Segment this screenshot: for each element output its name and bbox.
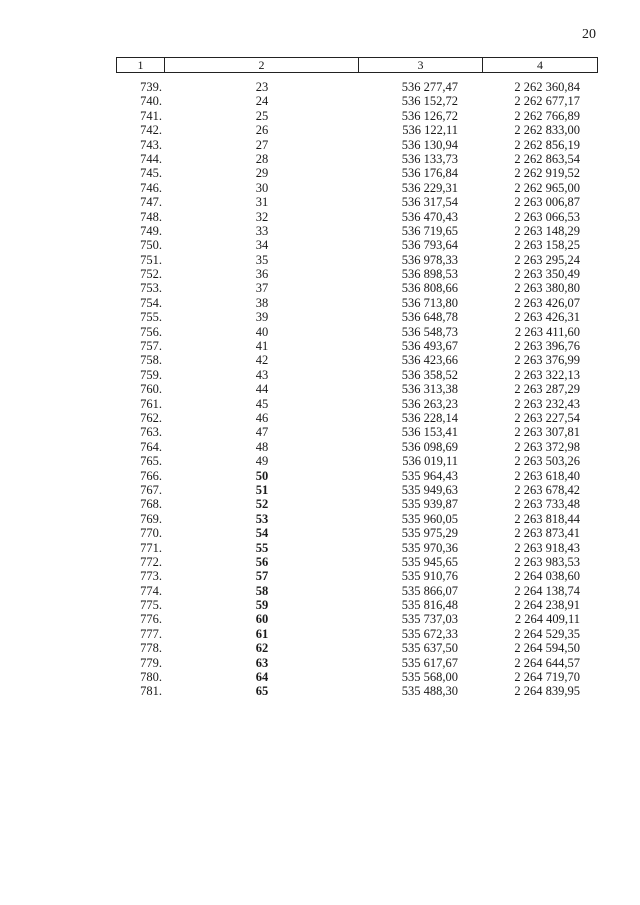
x-coordinate: 536 978,33 — [401, 252, 458, 267]
x-coordinate: 535 910,76 — [401, 569, 458, 584]
point-number: 28 — [255, 151, 269, 166]
y-coordinate: 2 263 227,54 — [514, 410, 580, 425]
y-coordinate: 2 263 322,13 — [514, 367, 580, 382]
table-row — [116, 325, 598, 339]
y-coordinate: 2 263 350,49 — [514, 267, 580, 282]
point-number: 32 — [255, 209, 269, 224]
table-row — [116, 238, 598, 252]
row-number: 746. — [140, 180, 162, 195]
point-number: 43 — [255, 367, 269, 382]
x-coordinate: 536 176,84 — [401, 166, 458, 181]
y-coordinate: 2 262 919,52 — [514, 166, 580, 181]
table-row — [116, 224, 598, 238]
point-number: 31 — [255, 195, 269, 210]
row-number: 760. — [140, 382, 162, 397]
table-row — [116, 656, 598, 670]
y-coordinate: 2 264 138,74 — [514, 583, 580, 598]
table-row — [116, 469, 598, 483]
point-number: 52 — [255, 497, 269, 512]
row-number: 776. — [140, 612, 162, 627]
y-coordinate: 2 263 376,99 — [514, 353, 580, 368]
x-coordinate: 535 816,48 — [401, 598, 458, 613]
table-row — [116, 541, 598, 555]
point-number: 53 — [255, 511, 269, 526]
y-coordinate: 2 263 380,80 — [514, 281, 580, 296]
row-number: 778. — [140, 641, 162, 656]
point-number: 55 — [255, 540, 269, 555]
y-coordinate: 2 263 066,53 — [514, 209, 580, 224]
y-coordinate: 2 262 360,84 — [514, 80, 580, 94]
x-coordinate: 536 130,94 — [401, 137, 458, 152]
table-row — [116, 411, 598, 425]
row-number: 752. — [140, 267, 162, 282]
point-number: 45 — [255, 396, 269, 411]
point-number: 44 — [255, 382, 269, 397]
row-number: 757. — [140, 339, 162, 354]
y-coordinate: 2 263 503,26 — [514, 454, 580, 469]
point-number: 24 — [255, 94, 269, 109]
table-header — [116, 57, 598, 73]
table-row — [116, 612, 598, 626]
point-number: 56 — [255, 554, 269, 569]
row-number: 740. — [140, 94, 162, 109]
table-row — [116, 109, 598, 123]
point-number: 33 — [255, 223, 269, 238]
header-col-4: 4 — [537, 58, 543, 72]
y-coordinate: 2 264 644,57 — [514, 655, 580, 670]
table-row — [116, 684, 598, 698]
point-number: 38 — [255, 295, 269, 310]
row-number: 741. — [140, 108, 162, 123]
x-coordinate: 536 122,11 — [402, 123, 458, 138]
table-row — [116, 339, 598, 353]
row-number: 770. — [140, 526, 162, 541]
point-number: 39 — [255, 310, 269, 325]
y-coordinate: 2 264 238,91 — [514, 598, 580, 613]
table-row — [116, 353, 598, 367]
table-row — [116, 123, 598, 137]
table-row — [116, 181, 598, 195]
x-coordinate: 535 975,29 — [401, 526, 458, 541]
table-row — [116, 526, 598, 540]
row-number: 761. — [140, 396, 162, 411]
y-coordinate: 2 263 618,40 — [514, 468, 580, 483]
y-coordinate: 2 262 863,54 — [514, 151, 580, 166]
row-number: 748. — [140, 209, 162, 224]
table-row — [116, 310, 598, 324]
point-number: 65 — [255, 684, 269, 699]
y-coordinate: 2 263 295,24 — [514, 252, 580, 267]
y-coordinate: 2 263 287,29 — [514, 382, 580, 397]
table-row — [116, 195, 598, 209]
row-number: 768. — [140, 497, 162, 512]
y-coordinate: 2 264 529,35 — [514, 626, 580, 641]
x-coordinate: 536 313,38 — [401, 382, 458, 397]
table-row — [116, 641, 598, 655]
coordinate-table-body — [116, 80, 598, 699]
table-row — [116, 281, 598, 295]
row-number: 772. — [140, 554, 162, 569]
row-number: 774. — [140, 583, 162, 598]
y-coordinate: 2 263 426,31 — [514, 310, 580, 325]
point-number: 54 — [255, 526, 269, 541]
row-number: 755. — [140, 310, 162, 325]
point-number: 37 — [255, 281, 269, 296]
x-coordinate: 536 153,41 — [401, 425, 458, 440]
row-number: 762. — [140, 410, 162, 425]
row-number: 767. — [140, 482, 162, 497]
x-coordinate: 535 964,43 — [401, 468, 458, 483]
y-coordinate: 2 263 158,25 — [514, 238, 580, 253]
y-coordinate: 2 263 396,76 — [514, 339, 580, 354]
x-coordinate: 536 229,31 — [401, 180, 458, 195]
y-coordinate: 2 262 766,89 — [514, 108, 580, 123]
row-number: 758. — [140, 353, 162, 368]
table-row — [116, 253, 598, 267]
x-coordinate: 535 637,50 — [401, 641, 458, 656]
table-row — [116, 569, 598, 583]
table-row — [116, 555, 598, 569]
point-number: 36 — [255, 267, 269, 282]
y-coordinate: 2 262 856,19 — [514, 137, 580, 152]
row-number: 759. — [140, 367, 162, 382]
x-coordinate: 536 470,43 — [401, 209, 458, 224]
x-coordinate: 535 617,67 — [401, 655, 458, 670]
point-number: 35 — [255, 252, 269, 267]
x-coordinate: 536 126,72 — [401, 108, 458, 123]
row-number: 773. — [140, 569, 162, 584]
point-number: 50 — [255, 468, 269, 483]
row-number: 742. — [140, 123, 162, 138]
row-number: 756. — [140, 324, 162, 339]
row-number: 775. — [140, 598, 162, 613]
x-coordinate: 535 949,63 — [401, 482, 458, 497]
table-row — [116, 267, 598, 281]
row-number: 739. — [140, 80, 162, 94]
row-number: 754. — [140, 295, 162, 310]
point-number: 64 — [255, 670, 269, 685]
row-number: 745. — [140, 166, 162, 181]
point-number: 26 — [255, 123, 269, 138]
x-coordinate: 536 263,23 — [401, 396, 458, 411]
row-number: 771. — [140, 540, 162, 555]
x-coordinate: 536 648,78 — [401, 310, 458, 325]
table-row — [116, 94, 598, 108]
row-number: 750. — [140, 238, 162, 253]
x-coordinate: 535 945,65 — [401, 554, 458, 569]
x-coordinate: 536 019,11 — [402, 454, 458, 469]
x-coordinate: 535 488,30 — [401, 684, 458, 699]
point-number: 23 — [255, 80, 269, 94]
x-coordinate: 535 960,05 — [401, 511, 458, 526]
y-coordinate: 2 263 983,53 — [514, 554, 580, 569]
point-number: 58 — [255, 583, 269, 598]
point-number: 25 — [255, 108, 269, 123]
y-coordinate: 2 263 307,81 — [514, 425, 580, 440]
y-coordinate: 2 262 833,00 — [514, 123, 580, 138]
header-col-3: 3 — [359, 58, 483, 72]
table-row — [116, 483, 598, 497]
table-row — [116, 210, 598, 224]
point-number: 63 — [255, 655, 269, 670]
x-coordinate: 535 939,87 — [401, 497, 458, 512]
y-coordinate: 2 263 006,87 — [514, 195, 580, 210]
x-coordinate: 536 898,53 — [401, 267, 458, 282]
table-row — [116, 368, 598, 382]
row-number: 749. — [140, 223, 162, 238]
table-row — [116, 584, 598, 598]
point-number: 59 — [255, 598, 269, 613]
x-coordinate: 536 152,72 — [401, 94, 458, 109]
row-number: 747. — [140, 195, 162, 210]
y-coordinate: 2 263 372,98 — [514, 439, 580, 454]
y-coordinate: 2 263 411,60 — [514, 324, 580, 339]
point-number: 29 — [255, 166, 269, 181]
table-row — [116, 152, 598, 166]
x-coordinate: 536 808,66 — [401, 281, 458, 296]
x-coordinate: 536 719,65 — [401, 223, 458, 238]
table-row — [116, 382, 598, 396]
row-number: 780. — [140, 670, 162, 685]
y-coordinate: 2 264 409,11 — [514, 612, 580, 627]
row-number: 763. — [140, 425, 162, 440]
point-number: 49 — [255, 454, 269, 469]
table-row — [116, 166, 598, 180]
table-row — [116, 627, 598, 641]
row-number: 777. — [140, 626, 162, 641]
header-col-2: 2 — [165, 58, 359, 72]
page-number: 20 — [582, 27, 596, 42]
table-row — [116, 512, 598, 526]
table-row — [116, 497, 598, 511]
y-coordinate: 2 264 594,50 — [514, 641, 580, 656]
point-number: 34 — [255, 238, 269, 253]
x-coordinate: 536 277,47 — [401, 80, 458, 94]
y-coordinate: 2 263 678,42 — [514, 482, 580, 497]
y-coordinate: 2 263 918,43 — [514, 540, 580, 555]
row-number: 764. — [140, 439, 162, 454]
point-number: 27 — [255, 137, 269, 152]
y-coordinate: 2 264 719,70 — [514, 670, 580, 685]
row-number: 781. — [140, 684, 162, 699]
y-coordinate: 2 263 733,48 — [514, 497, 580, 512]
table-row — [116, 454, 598, 468]
row-number: 769. — [140, 511, 162, 526]
point-number: 30 — [255, 180, 269, 195]
x-coordinate: 536 358,52 — [401, 367, 458, 382]
point-number: 60 — [255, 612, 269, 627]
x-coordinate: 535 672,33 — [401, 626, 458, 641]
row-number: 765. — [140, 454, 162, 469]
table-row — [116, 397, 598, 411]
row-number: 753. — [140, 281, 162, 296]
x-coordinate: 536 098,69 — [401, 439, 458, 454]
point-number: 42 — [255, 353, 269, 368]
x-coordinate: 536 713,80 — [401, 295, 458, 310]
table-row — [116, 296, 598, 310]
point-number: 47 — [255, 425, 269, 440]
point-number: 51 — [255, 482, 269, 497]
y-coordinate: 2 262 677,17 — [514, 94, 580, 109]
y-coordinate: 2 264 038,60 — [514, 569, 580, 584]
x-coordinate: 536 793,64 — [401, 238, 458, 253]
table-row — [116, 598, 598, 612]
y-coordinate: 2 263 426,07 — [514, 295, 580, 310]
row-number: 744. — [140, 151, 162, 166]
point-number: 57 — [255, 569, 269, 584]
point-number: 41 — [255, 339, 269, 354]
y-coordinate: 2 262 965,00 — [514, 180, 580, 195]
x-coordinate: 535 737,03 — [401, 612, 458, 627]
table-row — [116, 80, 598, 94]
x-coordinate: 536 493,67 — [401, 339, 458, 354]
point-number: 62 — [255, 641, 269, 656]
x-coordinate: 536 423,66 — [401, 353, 458, 368]
x-coordinate: 535 568,00 — [401, 670, 458, 685]
point-number: 46 — [255, 410, 269, 425]
table-row — [116, 138, 598, 152]
y-coordinate: 2 264 839,95 — [514, 684, 580, 699]
point-number: 40 — [255, 324, 269, 339]
table-row — [116, 425, 598, 439]
point-number: 61 — [255, 626, 269, 641]
x-coordinate: 536 548,73 — [401, 324, 458, 339]
x-coordinate: 536 317,54 — [401, 195, 458, 210]
y-coordinate: 2 263 873,41 — [514, 526, 580, 541]
y-coordinate: 2 263 818,44 — [514, 511, 580, 526]
x-coordinate: 536 133,73 — [401, 151, 458, 166]
row-number: 779. — [140, 655, 162, 670]
table-row — [116, 440, 598, 454]
row-number: 751. — [140, 252, 162, 267]
table-row — [116, 670, 598, 684]
y-coordinate: 2 263 148,29 — [514, 223, 580, 238]
point-number: 48 — [255, 439, 269, 454]
header-col-1: 1 — [117, 58, 165, 72]
y-coordinate: 2 263 232,43 — [514, 396, 580, 411]
row-number: 766. — [140, 468, 162, 483]
x-coordinate: 535 970,36 — [401, 540, 458, 555]
x-coordinate: 535 866,07 — [401, 583, 458, 598]
row-number: 743. — [140, 137, 162, 152]
x-coordinate: 536 228,14 — [401, 410, 458, 425]
